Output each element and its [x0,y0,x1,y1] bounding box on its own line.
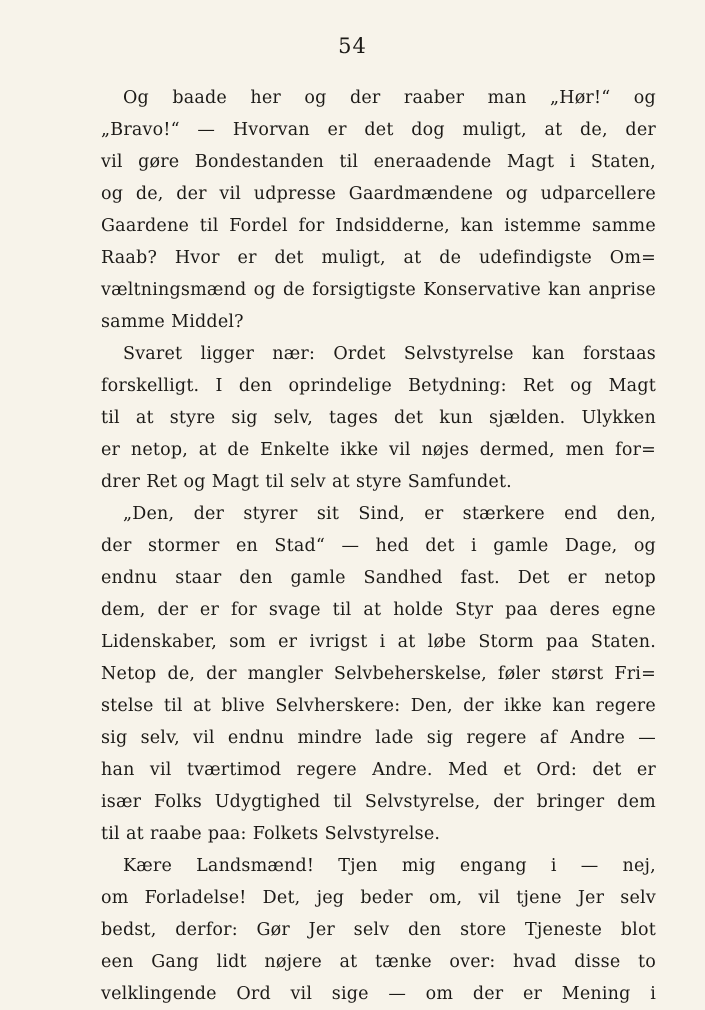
word: Raab? [101,248,158,268]
word: Staten. [590,632,656,652]
page-number: 54 [338,34,367,58]
word: baade [172,88,227,108]
word: selv [353,920,390,940]
word: det [364,120,394,140]
word: endnu [227,728,285,748]
word: er [101,440,121,460]
word: dem, [101,600,146,620]
word: Ulykken [581,408,656,428]
word: udparcellere [540,184,656,204]
word: Selvstyrelse [403,344,514,364]
word: sig [101,728,128,748]
word: store [460,920,507,940]
word: tjene [516,888,562,908]
word: tværtimod [186,760,282,780]
word: vil [219,184,242,204]
word: Indsidderne, [335,216,450,236]
word: er [522,984,543,1004]
word: om [425,984,454,1004]
text-line [101,402,656,434]
word: man [487,88,527,108]
word: mangler [247,664,323,684]
word: Fordel [229,216,288,236]
word: føler [497,664,541,684]
word: anprise [588,280,656,300]
text-line [101,914,656,946]
text-line [101,146,656,178]
word: sig [426,728,454,748]
word: der [176,184,207,204]
word: vil [290,984,313,1004]
word: Tjeneste [525,920,603,940]
word: blive [221,696,265,716]
word: tages [329,408,379,428]
text-line [101,978,656,1010]
word: vil [193,728,215,748]
word: Ord [236,984,271,1004]
word: væltningsmænd [101,280,247,300]
word: mindre [297,728,363,748]
word: stelse [101,696,154,716]
text-line [101,530,656,562]
word: de, [580,120,608,140]
text-line [101,594,656,626]
word: regere [466,728,527,748]
text-line [101,946,656,978]
word: i [550,856,557,876]
word: Gang [151,952,199,972]
word: Stad“ [274,536,326,556]
word: blot [620,920,656,940]
word: Konservative [423,280,541,300]
word: Magt [506,152,555,172]
text-line [101,722,656,754]
word: Enkelte [260,440,330,460]
word: er [567,568,587,588]
word: endnu [101,568,158,588]
word: — [638,728,656,748]
word: nej, [622,856,656,876]
word: er [424,504,444,524]
word: Gaardmændene [348,184,494,204]
text-line [101,754,656,786]
word: udpresse [253,184,337,204]
text-line [101,242,656,274]
word: oprindelige [288,376,392,396]
word: Andre. [372,760,433,780]
word: er [237,248,257,268]
word: den [407,920,442,940]
word: netop, [130,440,189,460]
word: til [265,472,285,492]
word: vil [149,760,172,780]
word: disse [574,952,621,972]
word: vil [478,888,501,908]
text-line [101,562,656,594]
word: den [238,376,273,396]
word: vil [101,152,123,172]
word: Folks [154,792,202,812]
word: muligt, [321,248,386,268]
word: Og [123,88,149,108]
word: som [229,632,266,652]
word: — [197,120,216,140]
text-line [101,274,656,306]
word: der [193,504,225,524]
word: — [388,984,407,1004]
word: Netop [101,664,157,684]
word: men [565,440,605,460]
word: forstaas [583,344,656,364]
word: stærkere [462,504,545,524]
word: Magt [608,376,656,396]
word: Magt [211,472,260,492]
word: for [230,600,257,620]
word: en [235,536,259,556]
word: det [592,760,622,780]
word: gøre [138,152,180,172]
word: især [101,792,142,812]
word: ikke [340,440,379,460]
word: eneraadende [373,152,492,172]
text-line [101,626,656,658]
text-line [101,786,656,818]
word: Tjen [338,856,378,876]
word: jeg [316,888,345,908]
word: paa: [207,824,247,844]
word: er [278,632,298,652]
word: at [544,120,563,140]
word: nøjes [421,440,470,460]
word: selv, [140,728,180,748]
word: Folkets [252,824,319,844]
word: og [183,472,206,492]
word: derfor: [175,920,238,940]
text-line [101,882,656,914]
word: sig [231,408,258,428]
word: er [327,120,347,140]
word: ligger [200,344,255,364]
word: samme [591,216,656,236]
text-line [101,82,656,114]
word: styre [169,408,216,428]
word: der [463,696,494,716]
word: at [193,696,211,716]
text-line [101,690,656,722]
word: Sind, [358,504,405,524]
word: der [349,88,381,108]
word: Det [517,568,550,588]
word: kan [460,216,494,236]
word: Om= [609,248,656,268]
text-line [101,850,656,882]
word: Det, [262,888,301,908]
word: Bondestanden [194,152,324,172]
word: styrer [243,504,298,524]
word: selv [290,472,326,492]
word: paa [505,600,538,620]
word: raaber [403,88,465,108]
word: Lidenskaber, [101,632,218,652]
word: Selvbeherskelse, [333,664,487,684]
word: og [633,88,656,108]
word: een [101,952,134,972]
word: bringer [536,792,605,812]
word: der [206,664,237,684]
word: beder [360,888,413,908]
word: til [101,824,120,844]
word: Hvorvan [232,120,310,140]
word: vil [389,440,411,460]
word: selv, [273,408,314,428]
text-line [101,370,656,402]
word: at [339,952,358,972]
word: Staten, [590,152,656,172]
word: sit [316,504,340,524]
word: gamle [290,568,346,588]
word: netop [604,568,656,588]
word: styre [356,472,402,492]
word: er [199,600,220,620]
word: selv [620,888,656,908]
word: regere [296,760,357,780]
word: Jer [577,888,605,908]
word: end [564,504,598,524]
word: paa [546,632,579,652]
word: de, [167,664,196,684]
text-line [101,338,656,370]
word: Ret [522,376,555,396]
word: Selvherskere: [275,696,401,716]
word: deres [549,600,600,620]
word: og [633,536,656,556]
word: det [274,248,304,268]
word: ikke [504,696,542,716]
word: størst [551,664,604,684]
word: til [333,792,353,812]
word: Mening [561,984,631,1004]
word: kun [439,408,473,428]
word: for [298,216,325,236]
text-line [101,466,656,498]
word: „Den, [123,504,175,524]
word: muligt, [462,120,527,140]
word: at [332,472,350,492]
text-line [101,818,656,850]
word: Svaret [123,344,183,364]
text-line [101,114,656,146]
word: regere [595,696,656,716]
word: Dage, [564,536,618,556]
word: om, [428,888,463,908]
word: lade [375,728,414,748]
word: at [403,248,422,268]
word: og [505,184,528,204]
word: Udygtighed [214,792,321,812]
word: Ord: [536,760,578,780]
word: i [650,984,656,1004]
word: kan [531,344,565,364]
word: til [332,600,352,620]
word: af [539,728,558,748]
word: Sandhed [363,568,443,588]
word: til [163,696,183,716]
word: løbe [427,632,467,652]
word: staar [175,568,222,588]
word: ivrigst [309,632,368,652]
word: i [569,152,576,172]
word: over: [449,952,496,972]
word: til [339,152,359,172]
word: Gaardene [101,216,189,236]
word: der [472,984,504,1004]
word: to [638,952,656,972]
word: fast. [460,568,500,588]
word: de [439,248,462,268]
word: Selvstyrelse, [364,792,481,812]
word: det [394,408,424,428]
text-line [101,210,656,242]
word: Betydning: [408,376,507,396]
word: det [425,536,455,556]
word: „Hør!“ [549,88,611,108]
word: den [239,568,273,588]
word: raabe [149,824,202,844]
word: lidt [216,952,247,972]
word: i [379,632,386,652]
word: gamle [493,536,549,556]
word: her [250,88,281,108]
word: kan [552,696,586,716]
word: for= [615,440,656,460]
word: at [135,408,154,428]
word: hvad [513,952,557,972]
word: drer [101,472,141,492]
word: bedst, [101,920,157,940]
word: engang [459,856,527,876]
word: kan [548,280,582,300]
word: de, [135,184,164,204]
word: den, [616,504,656,524]
word: de [227,440,250,460]
word: og [101,184,124,204]
word: og [253,280,276,300]
word: er [636,760,656,780]
word: holde [393,600,444,620]
word: at [363,600,382,620]
word: der [101,536,132,556]
text-line [101,178,656,210]
word: mig [401,856,436,876]
word: de [283,280,305,300]
word: nær: [272,344,316,364]
word: at [125,824,144,844]
word: istemme [504,216,582,236]
word: et [503,760,522,780]
word: nøjere [264,952,322,972]
word: egne [611,600,656,620]
word: til [101,408,120,428]
word: Storm [478,632,534,652]
text-line [101,434,656,466]
word: at [198,440,217,460]
word: Selvstyrelse. [324,824,441,844]
word: Middel? [171,312,244,332]
text-line [101,658,656,690]
word: Landsmænd! [196,856,315,876]
word: han [101,760,135,780]
word: og [570,376,593,396]
word: i [471,536,477,556]
word: — [341,536,360,556]
text-line [101,306,656,338]
word: dem [617,792,656,812]
word: — [580,856,599,876]
word: Ordet [333,344,386,364]
word: om [101,888,129,908]
word: forsigtigste [312,280,416,300]
word: udefindigste [479,248,592,268]
word: sjælden. [489,408,566,428]
word: Den, [410,696,453,716]
word: I [215,376,223,396]
word: Kære [123,856,173,876]
word: Hvor [174,248,220,268]
text-line [101,498,656,530]
word: Forladelse! [144,888,247,908]
word: sige [331,984,369,1004]
word: forskelligt. [101,376,200,396]
word: Andre [570,728,626,748]
word: og [304,88,327,108]
word: Fri= [614,664,656,684]
word: Ret [146,472,178,492]
word: hed [375,536,409,556]
word: Styr [455,600,494,620]
body-text [101,82,656,1010]
word: tænke [375,952,432,972]
word: der [493,792,524,812]
word: til [199,216,219,236]
word: dog [411,120,445,140]
word: stormer [147,536,220,556]
word: der [625,120,656,140]
word: „Bravo!“ [101,120,180,140]
word: svage [268,600,321,620]
word: der [157,600,188,620]
word: dermed, [479,440,555,460]
word: at [397,632,416,652]
word: velklingende [101,984,217,1004]
word: Samfundet. [407,472,512,492]
word: samme [101,312,165,332]
word: Gør [256,920,290,940]
word: Jer [308,920,335,940]
word: Med [447,760,489,780]
